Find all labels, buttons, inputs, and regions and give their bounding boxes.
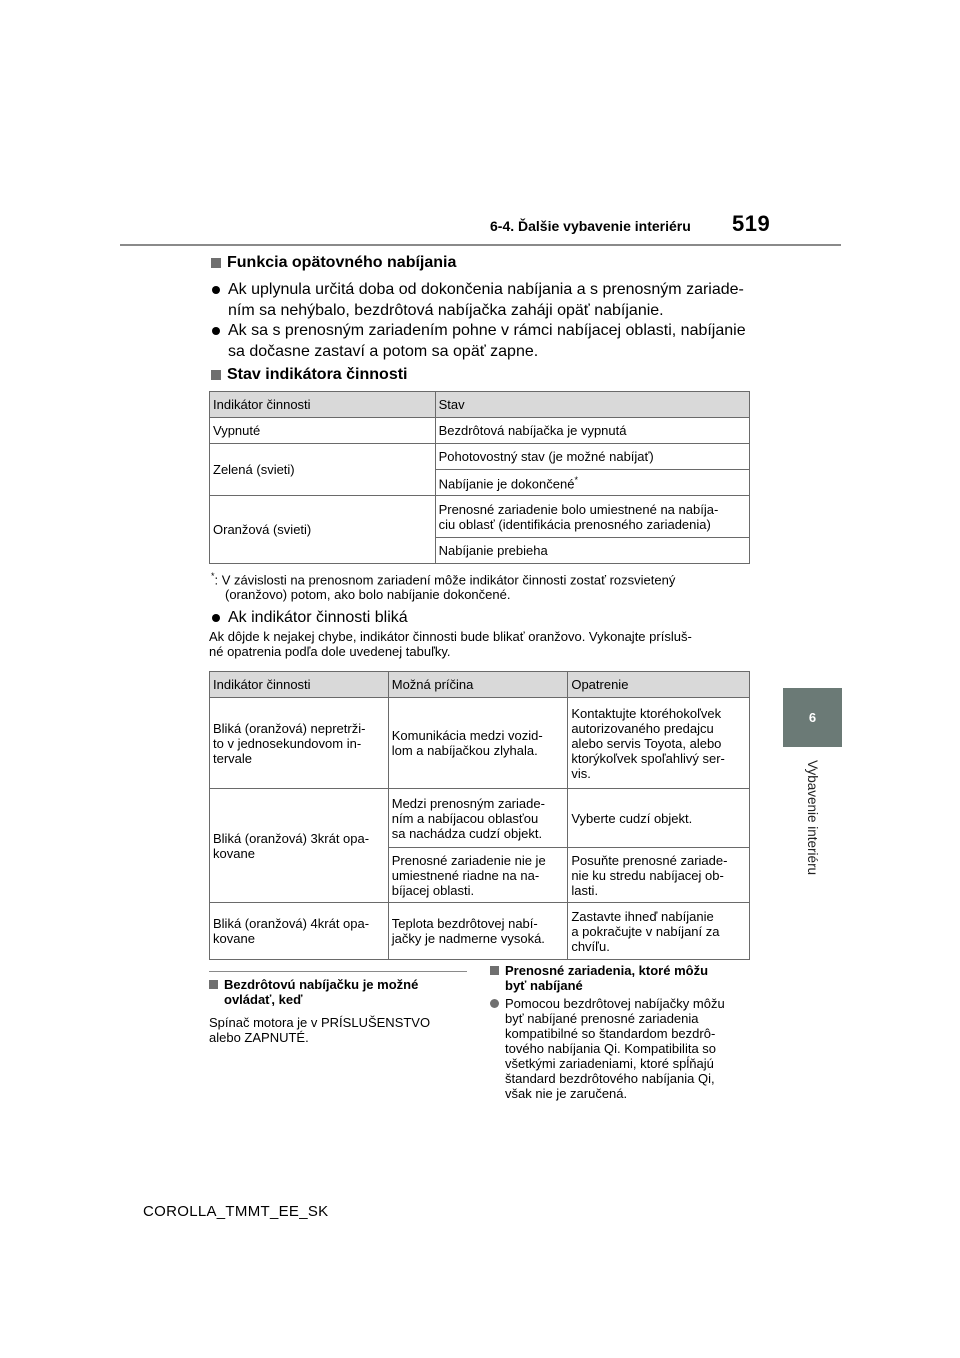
cell-line: Zastavte ihneď nabíjanie: [571, 908, 714, 924]
page-number: 519: [732, 211, 771, 236]
indicator-heading: [211, 366, 407, 384]
note-line: byť nabíjané prenosné zariadenia: [505, 1011, 699, 1026]
cell-line: alebo servis Toyota, alebo: [571, 735, 722, 751]
table-cell: [435, 496, 749, 538]
blink-heading: [228, 607, 768, 628]
table-cell: [435, 470, 749, 496]
header-cell: Indikátor činnosti: [210, 672, 389, 698]
cell-line: ním a nabíjacou oblasťou: [391, 810, 539, 826]
indicator-table: [209, 391, 750, 564]
cell-line: vis.: [571, 765, 591, 781]
table-cell: [210, 903, 389, 960]
cell-line: jačky je nadmerne vysoká.: [391, 931, 545, 946]
header-cell: Indikátor činnosti: [210, 392, 436, 418]
section-title: 6-4. Ďalšie vybavenie interiéru: [490, 218, 691, 234]
note-line: kompatibilné so štandardom bezdrô-: [505, 1026, 716, 1041]
blink-intro: [209, 629, 692, 659]
header-cell: Opatrenie: [568, 672, 750, 698]
cell-line: tervale: [213, 750, 253, 766]
cell-line: Medzi prenosným zariade-: [391, 795, 545, 811]
table-row: [210, 444, 750, 470]
recharge-bullet-1: [228, 279, 768, 321]
footnote-mark: *: [574, 475, 578, 486]
cell-line: kovane: [213, 931, 255, 946]
square-bullet-icon: [209, 980, 218, 989]
table-header-row: [210, 672, 750, 698]
table-cell: [388, 698, 568, 789]
note-title-line: ovládať, keď: [224, 992, 303, 1007]
note-line: však nie je zaručená.: [505, 1086, 628, 1101]
table-header-row: [210, 392, 750, 418]
cell-line: Prenosné zariadenie bolo umiestnené na nabíja-: [438, 501, 719, 517]
cell-line: Bliká (oranžová) nepretrži-: [213, 720, 366, 736]
note-line: Spínač motora je v PRÍSLUŠENSTVO: [209, 1015, 431, 1030]
blink-table: [209, 671, 750, 960]
table-cell: [388, 789, 568, 848]
cell-line: Bliká (oranžová) 3krát opa-: [213, 830, 370, 846]
table-cell: Pohotovostný stav (je možné nabíjať): [435, 444, 749, 470]
table-cell: Bezdrôtová nabíjačka je vypnutá: [435, 418, 749, 444]
table-cell: [388, 903, 568, 960]
intro-line: né opatrenia podľa dole uvedenej tabuľky.: [209, 644, 451, 659]
header-cell: Možná príčina: [388, 672, 568, 698]
note-line: Pomocou bezdrôtovej nabíjačky môžu: [505, 996, 725, 1011]
note-title-line: Prenosné zariadenia, ktoré môžu: [505, 963, 709, 978]
cell-line: Bliká (oranžová) 4krát opa-: [213, 916, 370, 931]
left-note-heading: [224, 977, 469, 1007]
cell-line: Posuňte prenosné zariade-: [571, 852, 728, 868]
square-bullet-icon: [490, 966, 499, 975]
recharge-heading: [211, 254, 456, 272]
header-cell: Stav: [435, 392, 749, 418]
footnote-line: (oranžovo) potom, ako bolo nabíjanie dokončené.: [225, 587, 511, 603]
table-row: [210, 698, 750, 789]
blink-title: Ak indikátor činnosti bliká: [228, 609, 408, 626]
footnote: [211, 569, 675, 602]
table-row: [210, 418, 750, 444]
table-cell: [388, 848, 568, 903]
bullet-dot-icon: [212, 327, 220, 335]
cell-line: Prenosné zariadenie nie je: [391, 852, 546, 868]
note-line: tového nabíjania Qi. Kompatibilita so: [505, 1041, 717, 1056]
cell-line: lom a nabíjačkou zlyhala.: [391, 743, 538, 758]
bullet-line: Ak sa s prenosným zariadením pohne v rámci nabíjacej oblasti, nabíjanie: [228, 322, 746, 339]
table-row: [210, 789, 750, 848]
bullet-line: ním sa nehýbalo, bezdrôtová nabíjačka zaháji opäť nabíjanie.: [228, 302, 664, 319]
table-cell: Vypnuté: [210, 418, 436, 444]
table-cell: [568, 848, 750, 903]
cell-line: lasti.: [571, 882, 599, 898]
cell-line: Kontaktujte ktoréhokoľvek: [571, 705, 722, 721]
cell-line: Teplota bezdrôtovej nabí-: [391, 916, 538, 931]
cell-line: chvíľu.: [571, 938, 610, 954]
intro-line: Ak dôjde k nejakej chybe, indikátor činnosti bude blikať oranžovo. Vykonajte prísluš-: [209, 629, 692, 644]
table-cell: Oranžová (svieti): [210, 496, 436, 564]
bullet-line: sa dočasne zastaví a potom sa opäť zapne.: [228, 343, 539, 360]
left-note-body: [209, 1015, 469, 1045]
table-cell: [568, 698, 750, 789]
cell-line: ktorýkoľvek spoľahlivý ser-: [571, 750, 725, 766]
table-cell: [568, 903, 750, 960]
table-cell: Nabíjanie prebieha: [435, 538, 749, 564]
header-rule: [120, 244, 841, 246]
note-line: štandard bezdrôtového nabíjania Qi,: [505, 1071, 715, 1086]
square-bullet-icon: [211, 258, 221, 268]
note-title-line: byť nabíjané: [505, 978, 583, 993]
cell-line: umiestnené riadne na na-: [391, 867, 540, 883]
cell-line: ciu oblasť (identifikácia prenosného zariadenia): [438, 516, 711, 532]
right-note-body: [505, 996, 753, 1101]
cell-line: kovane: [213, 845, 255, 861]
bullet-dot-icon: [212, 614, 220, 622]
cell-line: sa nachádza cudzí objekt.: [391, 825, 543, 841]
table-cell: [210, 698, 389, 789]
cell-line: bíjacej oblasti.: [391, 882, 475, 898]
chapter-side-label: [802, 760, 824, 900]
bullet-dot-icon: [212, 286, 220, 294]
table-row: [210, 496, 750, 538]
table-cell: Vyberte cudzí objekt.: [568, 789, 750, 848]
cell-line: nie ku stredu nabíjacej ob-: [571, 867, 724, 883]
chapter-side-text: Vybavenie interiéru: [805, 760, 820, 876]
cell-line: a pokračujte v nabíjaní za: [571, 923, 720, 939]
cell-line: autorizovaného predajcu: [571, 720, 714, 736]
note-title-line: Bezdrôtovú nabíjačku je možné: [224, 977, 419, 992]
bullet-line: Ak uplynula určitá doba od dokončenia nabíjania a s prenosným zariade-: [228, 281, 744, 298]
footnote-line: : V závislosti na prenosnom zariadení môže indikátor činnosti zostať rozsvietený: [214, 572, 676, 588]
note-rule: [209, 971, 467, 972]
cell-line: to v jednosekundovom in-: [213, 735, 362, 751]
footnote-mark: *: [211, 571, 215, 581]
table-cell: Zelená (svieti): [210, 444, 436, 496]
right-note-heading: [505, 963, 750, 993]
table-cell: [210, 789, 389, 903]
chapter-tab: 6: [783, 688, 842, 747]
circle-bullet-icon: [490, 999, 499, 1008]
recharge-title: Funkcia opätovného nabíjania: [227, 254, 457, 271]
note-line: alebo ZAPNUTÉ.: [209, 1030, 309, 1045]
recharge-bullet-2: [228, 320, 768, 362]
square-bullet-icon: [211, 370, 221, 380]
cell-line: Komunikácia medzi vozid-: [391, 728, 543, 743]
cell-text: Nabíjanie je dokončené: [438, 476, 575, 492]
note-line: všetkými zariadeniami, ktoré spĺňajú: [505, 1056, 714, 1071]
table-row: [210, 903, 750, 960]
indicator-title: Stav indikátora činnosti: [227, 366, 408, 383]
document-code: COROLLA_TMMT_EE_SK: [143, 1203, 329, 1220]
